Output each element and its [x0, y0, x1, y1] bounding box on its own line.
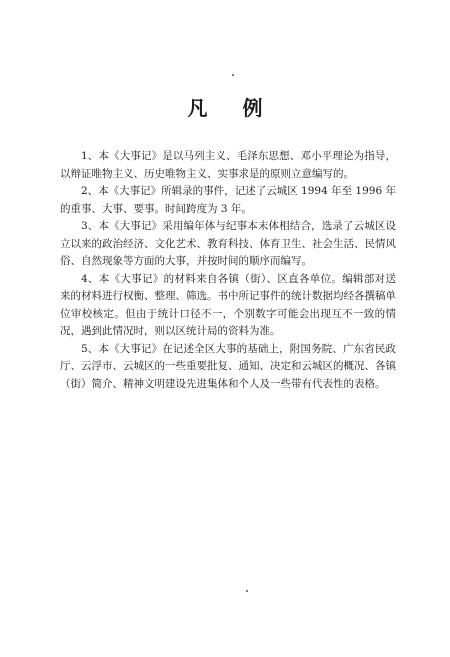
paragraph-2: 2、本《大事记》所辑录的事件，记述了云城区 1994 年至 1996 年的重事、大事、要事。时间跨度为 3 年。: [60, 185, 396, 215]
scan-speck: [232, 74, 234, 76]
scan-speck: [246, 590, 248, 592]
paragraph-3: 3、本《大事记》采用编年体与纪事本末体相结合，选录了云城区设立以来的政治经济、文化艺术、教育科技、体育卫生、社会生活、民情风俗、自然现象等方面的大事，并按时间的顺序而编写。: [60, 220, 396, 267]
body-text: [60, 148, 396, 393]
paragraph-4: 4、本《大事记》的材料来自各镇（街）、区直各单位。编辑部对送来的材料进行权衡、整理、筛选。书中所记事件的统计数据均经各撰稿单位审校核定。但由于统计口径不一，个别数字可能会出现互不一致的情况，遇到此情况时，则以区统计局的资料为准。: [60, 272, 396, 337]
paragraph-5: 5、本《大事记》在记述全区大事的基础上，附国务院、广东省民政厅、云浮市、云城区的一些重要批复、通知、决定和云城区的概况、各镇（街）简介、精神文明建设先进集体和个人及一些带有代表性的表格。: [60, 342, 396, 390]
paragraph-1: 1、本《大事记》是以马列主义、毛泽东思想、邓小平理论为指导，以辩证唯物主义、历史唯物主义、实事求是的原则立意编写的。: [60, 150, 396, 180]
page-title: 凡 例: [187, 96, 277, 120]
